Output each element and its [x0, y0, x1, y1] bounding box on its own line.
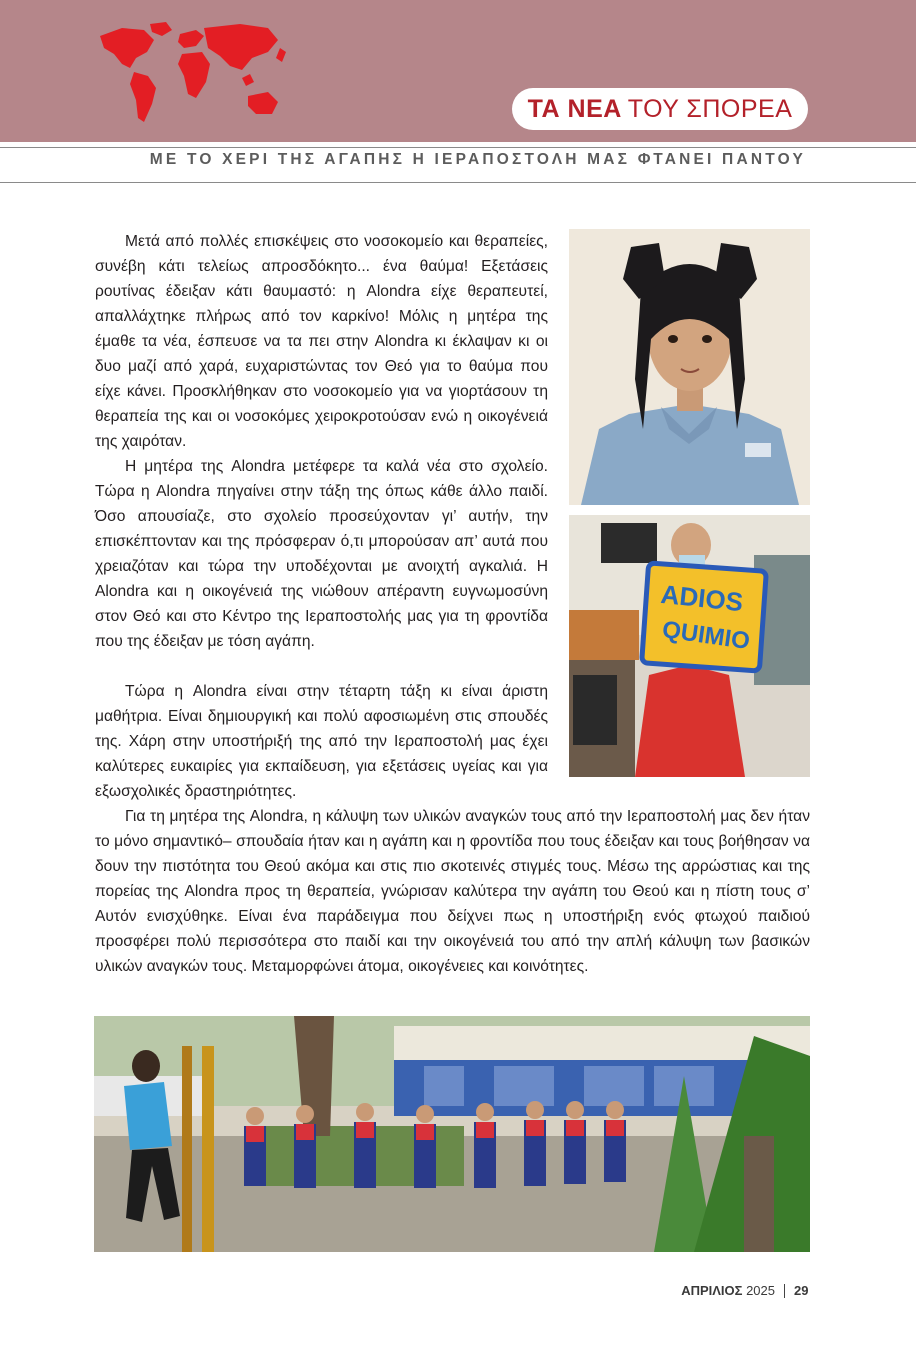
magazine-title-bold: ΤΑ ΝΕΑ	[527, 94, 622, 123]
sign-text-line1: ADIOS	[659, 578, 745, 618]
tagline-top-rule	[0, 147, 916, 148]
photo-girl-portrait	[569, 229, 810, 505]
article-paragraph-4: Για τη μητέρα της Alondra, η κάλυψη των υλικών αναγκών τους από την Ιεραποστολή μας δεν ήταν το μόνο σημαντικό– σπουδαία ήταν και η αγάπη και η φροντίδα που τους έδειξαν και τους βοήθησαν να δουν την πιστότητα του Θεού ακόμα και στις πιο σκοτεινές στιγμές τους. Μέσω της αρρώστιας και της πορείας της Alondra προς τη θεραπεία, γνώρισαν καλύτερα την αγάπη του Θεού και η πίστη τους σ’ Αυτόν ενισχύθηκε. Είναι ένα παράδειγμα που δείχνει πως η υποστήριξη ενός φτωχού παιδιού προσφέρει πολύ περισσότερα στο παιδί και την οικογένειά του από την απλή κάλυψη των βασικών υλικών αναγκών τους. Μεταμορφώνει άτομα, οικογένειες και κοινότητες.	[95, 808, 810, 975]
tagline-bottom-rule	[0, 182, 916, 183]
photo-girl-with-sign	[569, 515, 810, 777]
magazine-title	[512, 88, 808, 130]
photo-schoolchildren	[94, 1016, 810, 1252]
article-paragraph-3: Τώρα η Alondra είναι στην τέταρτη τάξη κι είναι άριστη μαθήτρια. Είναι δημιουργική και πολύ αφοσιωμένη στις σπουδές της. Χάρη στην υποστήριξή της από την Ιεραποστολή μας έχει καλύτερες ευκαιρίες για εκπαίδευση, για εξετάσεις υγείας και για εξωσχολικές δραστηριότητες.	[95, 683, 548, 800]
magazine-title-rest: ΤΟΥ ΣΠΟΡΕΑ	[627, 94, 793, 123]
page-number: 29	[794, 1283, 809, 1298]
sign-text-line2: QUIMIO	[660, 616, 752, 656]
footer-separator	[784, 1284, 785, 1298]
footer-month: ΑΠΡΙΛΙΟΣ	[681, 1283, 743, 1298]
section-tagline: ΜΕ ΤΟ ΧΕΡΙ ΤΗΣ ΑΓΑΠΗΣ Η ΙΕΡΑΠΟΣΤΟΛΗ ΜΑΣ ΦΤΑΝΕΙ ΠΑΝΤΟΥ	[149, 151, 806, 168]
article-paragraph-2: Η μητέρα της Alondra μετέφερε τα καλά νέα στο σχολείο. Τώρα η Alondra πηγαίνει στην τάξη της όπως κάθε άλλο παιδί. Όσο απουσίαζε, στο σχολείο προσεύχονταν γι’ αυτήν, την επισκέπτονταν και της πρόσφεραν ό,τι μπορούσαν απ’ αυτά που χρειαζόταν και τώρα την υποδέχονται με ανοιχτή αγκαλιά. Η Alondra και η οικογένειά της νιώθουν απέραντη ευγνωμοσύνη στον Θεό και στο Κέντρο της Ιεραποστολής μας για τη φροντίδα που της έδειξαν με τόση αγάπη.	[95, 458, 548, 650]
footer-year: 2025	[746, 1283, 775, 1298]
article-paragraph-1: Μετά από πολλές επισκέψεις στο νοσοκομείο και θεραπείες, συνέβη κάτι τελείως απροσδόκητο... ένα θαύμα! Εξετάσεις ρουτίνας έδειξαν κάτι θαυμαστό: η Alondra είχε θεραπευτεί, απαλλάχτηκε πλήρως από τον καρκίνο! Μόλις η μητέρα της έμαθε τα νέα, έσπευσε να τα πει στην Alondra κι έκλαψαν κι οι δυο μαζί από χαρά, ευχαριστώντας τον Θεό για το θαύμα που είχε κάνει. Προσκλήθηκαν στο νοσοκομείο για να γιορτάσουν τη θεραπεία της και οι νοσοκόμες χειροκροτούσαν ενώ η οικογένειά της χαιρόταν.	[95, 233, 548, 450]
footer-issue-date	[0, 1283, 775, 1298]
world-map-icon	[92, 18, 287, 130]
